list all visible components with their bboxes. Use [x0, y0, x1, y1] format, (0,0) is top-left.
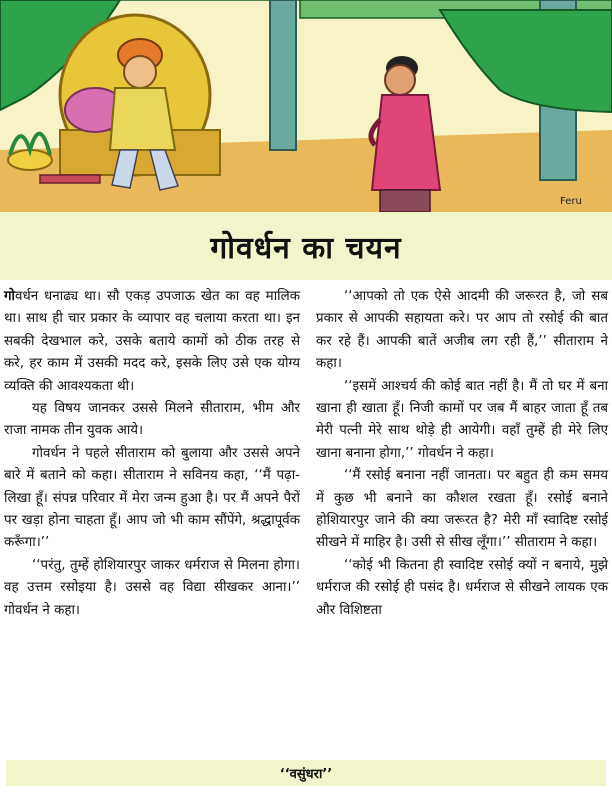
- title-band: [0, 212, 612, 280]
- seated-man-head: [124, 56, 156, 88]
- footer-band: [6, 760, 606, 786]
- paragraph-left-2: यह विषय जानकर उससे मिलने सीताराम, भीम और राजा नामक तीन युवक आये।: [4, 401, 300, 439]
- story-body: [0, 286, 612, 756]
- story-illustration: [0, 0, 612, 212]
- footer-credit: ‘‘वसुंधरा’’: [279, 767, 333, 782]
- paragraph-right-3: ‘‘मैं रसोई बनाना नहीं जानता। पर बहुत ही कम समय में कुछ भी बनाने का कौशल रखता हूँ। रसोई बनाने होशियारपुर जाने की क्या जरूरत है? मेरी माँ स्वादिष्ट रसोई सीखने में माहिर है। उसी से सीख लूँगा।’’ सीताराम ने कहा।: [316, 468, 608, 551]
- illustration-svg: [0, 0, 612, 212]
- paragraph-left-1-text: वर्धन धनाढ्य था। सौ एकड़ उपजाऊ खेत का वह मालिक था। साथ ही चार प्रकार के व्यापार वह चलाया करता था। इन सबकी देखभाल करे, उसके बताये कामों को ठीक तरह से करे, हर काम में उसकी मदद करे, इसके लिए उसे एक योग्य व्यक्ति की आवश्यकता थी।: [4, 289, 300, 394]
- seated-man-robe: [110, 88, 175, 150]
- artist-signature: Feru: [560, 196, 582, 207]
- paragraph-left-4: ‘‘परंतु, तुम्हें होशियारपुर जाकर धर्मराज से मिलना होगा। वह उत्तम रसोइया है। उससे वह विद्या सीखकर आना।’’ गोवर्धन ने कहा।: [4, 557, 300, 618]
- right-column: [310, 286, 612, 756]
- young-man-trousers: [380, 190, 430, 212]
- paragraph-right-1: ‘‘आपको तो एक ऐसे आदमी की जरूरत है, जो सब प्रकार से आपकी सहायता करे। पर आप तो रसोई की बात कर रहे हैं। आपकी बातें अजीब लग रही हैं,’’ सीताराम ने कहा।: [316, 289, 608, 372]
- pillar-left: [270, 0, 296, 150]
- story-title: गोवर्धन का चयन: [210, 230, 402, 266]
- young-man-shirt: [372, 95, 440, 190]
- small-table: [40, 175, 100, 183]
- paragraph-left-1: [4, 286, 300, 398]
- left-column: [0, 286, 302, 756]
- young-man-head: [385, 65, 415, 95]
- dropcap: गो: [4, 289, 16, 304]
- paragraph-left-3: गोवर्धन ने पहले सीताराम को बुलाया और उससे अपने बारे में बताने को कहा। सीताराम ने सविनय कहा, ‘‘मैं पढ़ा-लिखा हूँ। संपन्न परिवार में मेरा जन्म हुआ है। पर मैं अपने पैरों पर खड़ा होना चाहता हूँ। आप जो भी काम सौंपेंगे, श्रद्धापूर्वक करूँगा।’’: [4, 445, 300, 551]
- paragraph-right-4: ‘‘कोई भी कितना ही स्वादिष्ट रसोई क्यों न बनाये, मुझे धर्मराज की रसोई ही पसंद है। धर्मराज से सीखने लायक एक और विशिष्टता: [316, 557, 608, 618]
- paragraph-right-2: ‘‘इसमें आश्चर्य की कोई बात नहीं है। मैं तो घर में बना खाना ही खाता हूँ। निजी कामों पर जब मैं बाहर जाता हूँ तब मेरी पत्नी मेरे साथ थोड़े ही आयेगी। वहाँ तुम्हें ही मेरे लिए खाना बनाना होगा,’’ गोवर्धन ने कहा।: [316, 378, 608, 461]
